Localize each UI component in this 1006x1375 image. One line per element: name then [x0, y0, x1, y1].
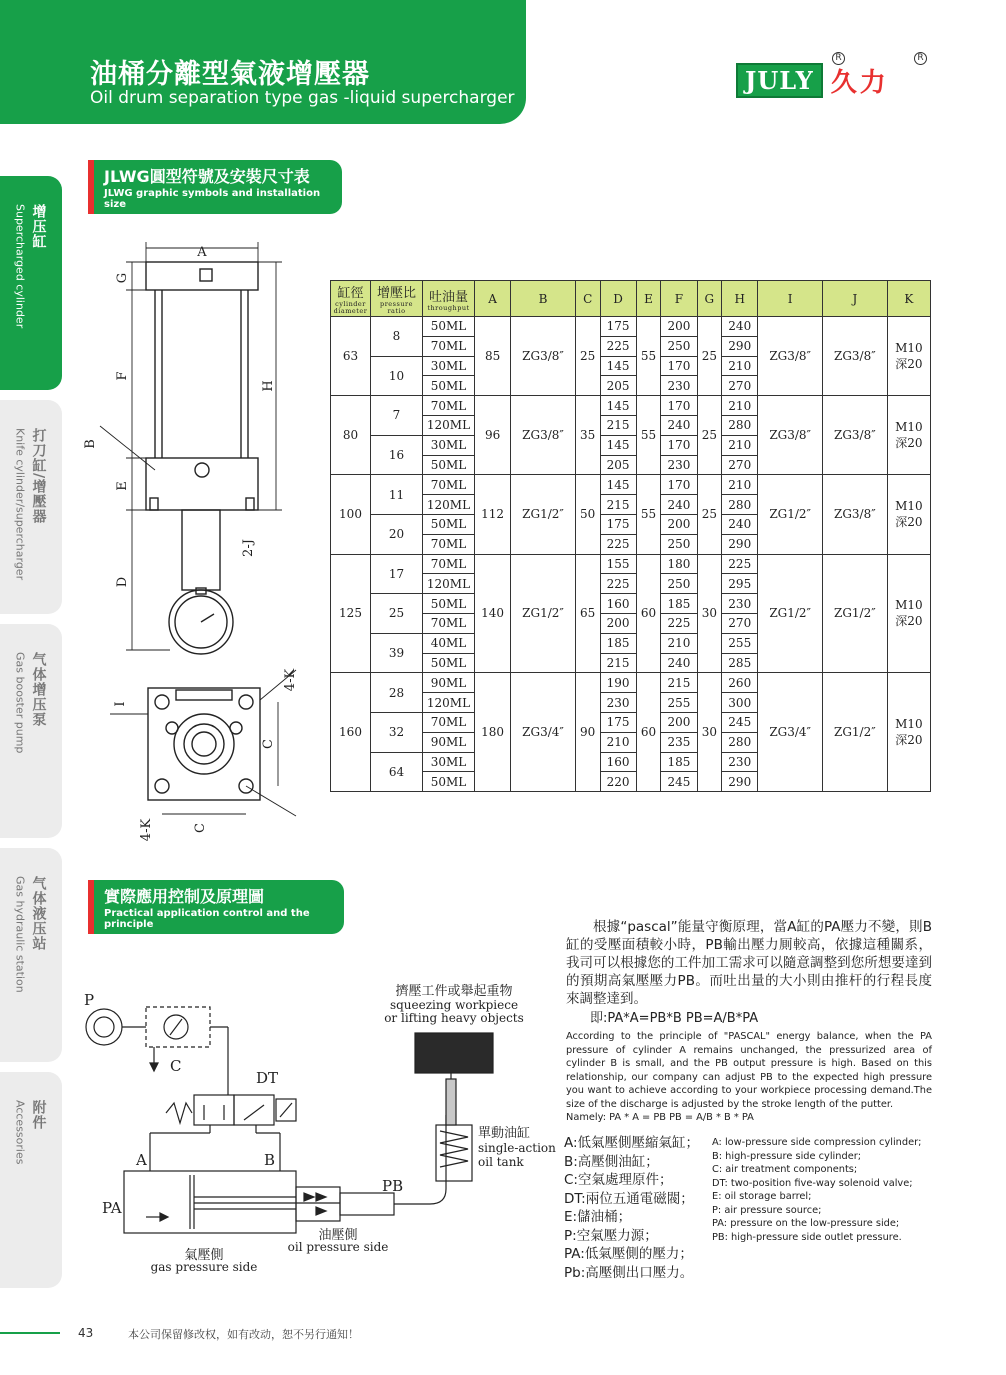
cell-e: 55	[636, 475, 661, 554]
cell-h: 290	[722, 336, 758, 356]
cell-h: 230	[722, 594, 758, 614]
oil-side-label-zh: 油壓側	[318, 1228, 358, 1243]
cell-d: 155	[600, 554, 636, 574]
cell-a: 112	[475, 475, 511, 554]
description-zh: 根據“pascal”能量守衡原理，當A缸的PA壓力不變，則B缸的受壓面積較小時，PB輸出壓力厠較高，依據這種關系，我司可以根據您的工件加工需求可以隨意調整到您所想要達到的預期高氣壓壓力PB。而吐出量的大小則由推杆的行程長度來調整達到。	[566, 919, 932, 1007]
principle-schematic	[80, 975, 560, 1280]
cell-throughput: 70ML	[423, 554, 475, 574]
brand-logo	[736, 62, 889, 99]
cell-f: 250	[661, 534, 697, 554]
cell-h: 285	[722, 653, 758, 673]
col-header-d: D	[600, 281, 636, 317]
cell-f: 200	[661, 317, 697, 337]
cell-d: 205	[600, 455, 636, 475]
cell-throughput: 120ML	[423, 415, 475, 435]
cell-throughput: 30ML	[423, 356, 475, 376]
cell-i: ZG3/4″	[758, 673, 823, 792]
legend-item-zh: Pb:高壓側出口壓力。	[564, 1264, 694, 1281]
schem-label-pa: PA	[102, 1199, 122, 1217]
cell-b: ZG3/8″	[511, 396, 576, 475]
cell-d: 210	[600, 732, 636, 752]
dim-label-e: E	[115, 481, 130, 491]
cell-d: 220	[600, 772, 636, 792]
cell-k	[887, 475, 930, 554]
cell-diameter: 63	[331, 317, 371, 396]
cell-h: 270	[722, 455, 758, 475]
page-number: 43	[78, 1326, 94, 1340]
cell-d: 145	[600, 435, 636, 455]
cell-f: 230	[661, 376, 697, 396]
section-title-en: JLWG graphic symbols and installation size	[104, 188, 321, 210]
cell-h: 290	[722, 534, 758, 554]
col-header-k: K	[887, 281, 930, 317]
cell-h: 230	[722, 752, 758, 772]
cell-ratio: 10	[371, 356, 423, 396]
legend-item-zh: E:儲油桶；	[564, 1209, 632, 1225]
description-en	[566, 1030, 932, 1125]
col-header-ratio: 增壓比 pressure ratio	[371, 281, 423, 317]
cell-k	[887, 554, 930, 673]
cell-f: 185	[661, 752, 697, 772]
cell-throughput: 40ML	[423, 633, 475, 653]
dim-label-i: I	[113, 701, 128, 707]
cell-ratio: 7	[371, 396, 423, 436]
cell-h: 280	[722, 495, 758, 515]
cell-ratio: 16	[371, 435, 423, 475]
cell-c: 35	[575, 396, 600, 475]
cell-f: 235	[661, 732, 697, 752]
cell-h: 280	[722, 415, 758, 435]
cell-f: 170	[661, 435, 697, 455]
cell-f: 245	[661, 772, 697, 792]
page-subtitle: Oil drum separation type gas -liquid supercharger	[90, 88, 515, 108]
col-header-f: F	[661, 281, 697, 317]
legend-zh	[564, 1134, 699, 1282]
cell-d: 175	[600, 712, 636, 732]
section-header-installation	[88, 160, 342, 214]
cell-a: 85	[475, 317, 511, 396]
section-title-zh: JLWG圓型符號及安裝尺寸表	[104, 167, 310, 186]
cell-throughput: 50ML	[423, 376, 475, 396]
col-header-j: J	[823, 281, 888, 317]
cell-ratio: 64	[371, 752, 423, 792]
cell-h: 210	[722, 435, 758, 455]
cell-h: 210	[722, 396, 758, 416]
section-title-en: Practical application control and the principle	[104, 908, 310, 930]
cell-e: 55	[636, 396, 661, 475]
cell-h: 300	[722, 693, 758, 713]
side-tab-label-zh: 附件	[30, 1100, 47, 1130]
col-header-e: E	[636, 281, 661, 317]
cell-d: 200	[600, 613, 636, 633]
cell-throughput: 30ML	[423, 752, 475, 772]
cell-k	[887, 673, 930, 792]
cell-k-depth: 深20	[895, 514, 923, 529]
cell-b: ZG3/8″	[511, 317, 576, 396]
cell-ratio: 25	[371, 594, 423, 634]
cell-h: 280	[722, 732, 758, 752]
cell-c: 90	[575, 673, 600, 792]
legend-item-en: E: oil storage barrel;	[712, 1191, 812, 1202]
table-row	[331, 673, 931, 693]
cell-f: 170	[661, 356, 697, 376]
installation-drawing	[83, 230, 320, 850]
legend-item-en: C: air treatment components;	[712, 1164, 858, 1175]
cell-throughput: 50ML	[423, 772, 475, 792]
cell-j: ZG3/8″	[823, 396, 888, 475]
cell-throughput: 50ML	[423, 455, 475, 475]
cell-throughput: 120ML	[423, 693, 475, 713]
cell-k-thread: M10	[895, 597, 923, 612]
cell-ratio: 28	[371, 673, 423, 713]
col-header-i: I	[758, 281, 823, 317]
section-header-principle	[88, 880, 344, 934]
cell-k-depth: 深20	[895, 356, 923, 371]
cell-g: 25	[697, 475, 722, 554]
side-tab-gas-hydraulic-station[interactable]	[0, 848, 62, 1062]
col-header-c: C	[575, 281, 600, 317]
cell-throughput: 120ML	[423, 495, 475, 515]
side-tab-label-en: Gas booster pump	[13, 652, 27, 754]
cell-c: 65	[575, 554, 600, 673]
cell-a: 140	[475, 554, 511, 673]
cell-f: 250	[661, 336, 697, 356]
dim-label-c: C	[261, 739, 276, 749]
cell-k	[887, 396, 930, 475]
cell-i: ZG3/8″	[758, 317, 823, 396]
schem-label-dt: DT	[256, 1069, 279, 1087]
cell-f: 255	[661, 693, 697, 713]
cell-throughput: 70ML	[423, 534, 475, 554]
side-tab-label-zh: 增压缸	[30, 204, 47, 249]
section-title-zh: 實際應用控制及原理圖	[104, 887, 265, 906]
cell-d: 160	[600, 752, 636, 772]
cell-b: ZG1/2″	[511, 475, 576, 554]
cell-h: 270	[722, 376, 758, 396]
legend-item-en: DT: two-position five-way solenoid valve;	[712, 1177, 913, 1189]
spec-table-body	[331, 317, 931, 792]
cell-h: 225	[722, 554, 758, 574]
cell-throughput: 70ML	[423, 396, 475, 416]
cell-ratio: 8	[371, 317, 423, 357]
schem-label-p: P	[84, 991, 95, 1009]
workpiece-label-en1: squeezing workpiece	[389, 998, 519, 1012]
legend-item-zh: A:低氣壓側壓縮氣缸；	[564, 1135, 700, 1151]
col-header-g: G	[697, 281, 722, 317]
cell-h: 245	[722, 712, 758, 732]
cell-d: 145	[600, 475, 636, 495]
col-header-b: B	[511, 281, 576, 317]
cell-d: 145	[600, 396, 636, 416]
cell-throughput: 90ML	[423, 673, 475, 693]
side-tab-label-en: Supercharged cylinder	[13, 204, 27, 329]
tank-label-en1: single-action	[478, 1141, 556, 1155]
cell-i: ZG1/2″	[758, 554, 823, 673]
registered-icon: R	[832, 52, 845, 65]
side-tab-label-zh: 气体增压泵	[30, 652, 47, 727]
dim-label-f: F	[115, 371, 130, 381]
cell-j: ZG3/8″	[823, 317, 888, 396]
table-row	[331, 396, 931, 416]
workpiece-label-en2: or lifting heavy objects	[384, 1011, 524, 1025]
dim-label-4k: 4-K	[139, 818, 154, 842]
cell-ratio: 17	[371, 554, 423, 594]
logo-text-zh: 久力	[830, 68, 889, 98]
side-tab-knife-cylinder[interactable]	[0, 400, 62, 614]
cell-throughput: 50ML	[423, 594, 475, 614]
cell-throughput: 70ML	[423, 475, 475, 495]
cell-k-thread: M10	[895, 716, 923, 731]
schem-label-b: B	[264, 1151, 276, 1169]
cell-k-depth: 深20	[895, 613, 923, 628]
cell-g: 25	[697, 317, 722, 396]
cell-h: 260	[722, 673, 758, 693]
legend-item-en: PB: high-pressure side outlet pressure.	[712, 1231, 902, 1243]
cell-throughput: 70ML	[423, 613, 475, 633]
cell-throughput: 50ML	[423, 653, 475, 673]
legend-item-zh: C:空氣處理原件；	[564, 1172, 673, 1188]
cell-ratio: 11	[371, 475, 423, 515]
side-tab-supercharged-cylinder[interactable]	[0, 176, 62, 390]
cell-throughput: 30ML	[423, 435, 475, 455]
footer-note: 本公司保留修改权，如有改动，恕不另行通知！	[128, 1328, 359, 1341]
cell-k-depth: 深20	[895, 435, 923, 450]
cell-throughput: 70ML	[423, 712, 475, 732]
cell-i: ZG3/8″	[758, 396, 823, 475]
cell-b: ZG1/2″	[511, 554, 576, 673]
schem-label-a: A	[136, 1151, 147, 1169]
cell-f: 240	[661, 495, 697, 515]
cell-ratio: 20	[371, 514, 423, 554]
cell-d: 215	[600, 495, 636, 515]
cell-h: 210	[722, 356, 758, 376]
cell-diameter: 80	[331, 396, 371, 475]
cell-f: 200	[661, 712, 697, 732]
side-tab-label-en: Knife cylinder/supercharger	[13, 428, 27, 581]
footer-divider	[0, 1332, 60, 1334]
cell-d: 190	[600, 673, 636, 693]
legend-item-en: PA: pressure on the low-pressure side;	[712, 1218, 900, 1229]
legend-item-zh: P:空氣壓力源；	[564, 1227, 658, 1244]
cell-f: 225	[661, 613, 697, 633]
cell-diameter: 125	[331, 554, 371, 673]
side-tab-label-en: Accessories	[13, 1100, 27, 1165]
cell-g: 30	[697, 554, 722, 673]
description-en-text: According to the principle of "PASCAL" energy balance, when the PA pressure of cylinder A remains unchanged, the pressurized area of cylinder B is small, and the PB output pressure is high. Based on this relationship, our company can adjust PB to the expected high pressure you want to achieve according to your workpiece processing demand.The size of the discharge is adjusted by the stroke length of the putter.	[566, 1031, 932, 1110]
logo-text-en: JULY	[736, 63, 823, 98]
cell-i: ZG1/2″	[758, 475, 823, 554]
cell-h: 210	[722, 475, 758, 495]
cell-throughput: 120ML	[423, 574, 475, 594]
cell-throughput: 50ML	[423, 317, 475, 337]
legend-item-en: B: high-pressure side cylinder;	[712, 1150, 862, 1162]
cell-f: 215	[661, 673, 697, 693]
cell-d: 185	[600, 633, 636, 653]
col-header-throughput: 吐油量 throughput	[423, 281, 475, 317]
cell-ratio: 39	[371, 633, 423, 673]
cell-g: 25	[697, 396, 722, 475]
col-header-a: A	[475, 281, 511, 317]
cell-throughput: 90ML	[423, 732, 475, 752]
side-tab-accessories[interactable]	[0, 1072, 62, 1288]
table-row	[331, 554, 931, 574]
cell-d: 230	[600, 693, 636, 713]
legend-item-zh: DT:兩位五通電磁閥；	[564, 1190, 694, 1207]
cell-diameter: 160	[331, 673, 371, 792]
legend-en	[712, 1136, 921, 1244]
cell-j: ZG1/2″	[823, 673, 888, 792]
dim-label-h: H	[261, 380, 276, 392]
cell-d: 215	[600, 415, 636, 435]
cell-d: 225	[600, 574, 636, 594]
cell-e: 55	[636, 317, 661, 396]
cell-k-thread: M10	[895, 340, 923, 355]
table-row	[331, 317, 931, 337]
dim-label-c: C	[193, 823, 208, 833]
dim-label-d: D	[115, 576, 130, 588]
cell-e: 60	[636, 673, 661, 792]
cell-c: 50	[575, 475, 600, 554]
cell-h: 290	[722, 772, 758, 792]
cell-h: 295	[722, 574, 758, 594]
registered-icon: R	[914, 52, 927, 65]
gas-side-label-en: gas pressure side	[150, 1260, 258, 1274]
cell-d: 225	[600, 534, 636, 554]
cell-f: 210	[661, 633, 697, 653]
cell-h: 240	[722, 514, 758, 534]
cell-h: 240	[722, 317, 758, 337]
dim-label-g: G	[115, 272, 130, 284]
col-header-h: H	[722, 281, 758, 317]
cell-k-thread: M10	[895, 419, 923, 434]
side-tab-gas-booster-pump[interactable]	[0, 624, 62, 838]
schem-label-pb: PB	[382, 1177, 404, 1195]
cell-h: 270	[722, 613, 758, 633]
cell-h: 255	[722, 633, 758, 653]
cell-c: 25	[575, 317, 600, 396]
tank-label-zh: 單動油缸	[478, 1126, 531, 1141]
cell-throughput: 70ML	[423, 336, 475, 356]
page-title: 油桶分離型氣液增壓器	[90, 59, 370, 90]
cell-ratio: 32	[371, 712, 423, 752]
cell-d: 215	[600, 653, 636, 673]
cell-f: 180	[661, 554, 697, 574]
cell-f: 250	[661, 574, 697, 594]
description-en-formula: Namely: PA * A = PB PB = A/B * B * PA	[566, 1112, 754, 1123]
cell-k-thread: M10	[895, 498, 923, 513]
cell-j: ZG3/8″	[823, 475, 888, 554]
legend-item-zh: B:高壓側油缸；	[564, 1153, 659, 1170]
cell-e: 60	[636, 554, 661, 673]
side-tab-label-zh: 打刀缸/增壓器	[30, 428, 47, 525]
col-header-diameter: 缸徑 cylinder diameter	[331, 281, 371, 317]
cell-d: 175	[600, 514, 636, 534]
legend-item-en: P: air pressure source;	[712, 1204, 822, 1216]
cell-f: 240	[661, 653, 697, 673]
legend-item-en: A: low-pressure side compression cylinder;	[712, 1137, 922, 1148]
workpiece-label-zh: 擠壓工件或舉起重物	[395, 984, 513, 999]
cell-diameter: 100	[331, 475, 371, 554]
gas-side-label-zh: 氣壓側	[184, 1248, 224, 1263]
side-tab-label-zh: 气体液压站	[30, 876, 47, 951]
spec-table	[330, 280, 931, 792]
cell-d: 225	[600, 336, 636, 356]
schem-label-c: C	[170, 1057, 182, 1075]
cell-throughput: 50ML	[423, 514, 475, 534]
description-formula-zh: 即:PA*A=PB*B PB=A/B*PA	[590, 1011, 759, 1026]
cell-f: 185	[661, 594, 697, 614]
cell-f: 200	[661, 514, 697, 534]
side-tab-label-en: Gas hydraulic station	[13, 876, 27, 993]
table-row	[331, 475, 931, 495]
cell-b: ZG3/4″	[511, 673, 576, 792]
cell-f: 170	[661, 396, 697, 416]
cell-j: ZG1/2″	[823, 554, 888, 673]
legend-item-zh: PA:低氣壓側的壓力；	[564, 1246, 693, 1262]
cell-f: 240	[661, 415, 697, 435]
dim-label-4k: 4-K	[283, 668, 298, 692]
cell-g: 30	[697, 673, 722, 792]
dim-label-b: B	[83, 439, 98, 449]
cell-a: 180	[475, 673, 511, 792]
cell-f: 170	[661, 475, 697, 495]
cell-d: 160	[600, 594, 636, 614]
cell-d: 175	[600, 317, 636, 337]
cell-a: 96	[475, 396, 511, 475]
cell-d: 205	[600, 376, 636, 396]
tank-label-en2: oil tank	[478, 1155, 524, 1169]
table-header-row	[331, 281, 931, 317]
cell-d: 145	[600, 356, 636, 376]
cell-f: 230	[661, 455, 697, 475]
cell-k	[887, 317, 930, 396]
dim-label-a: A	[197, 245, 207, 260]
oil-side-label-en: oil pressure side	[287, 1240, 389, 1254]
dim-label-2j: 2-J	[241, 539, 256, 557]
cell-k-depth: 深20	[895, 732, 923, 747]
